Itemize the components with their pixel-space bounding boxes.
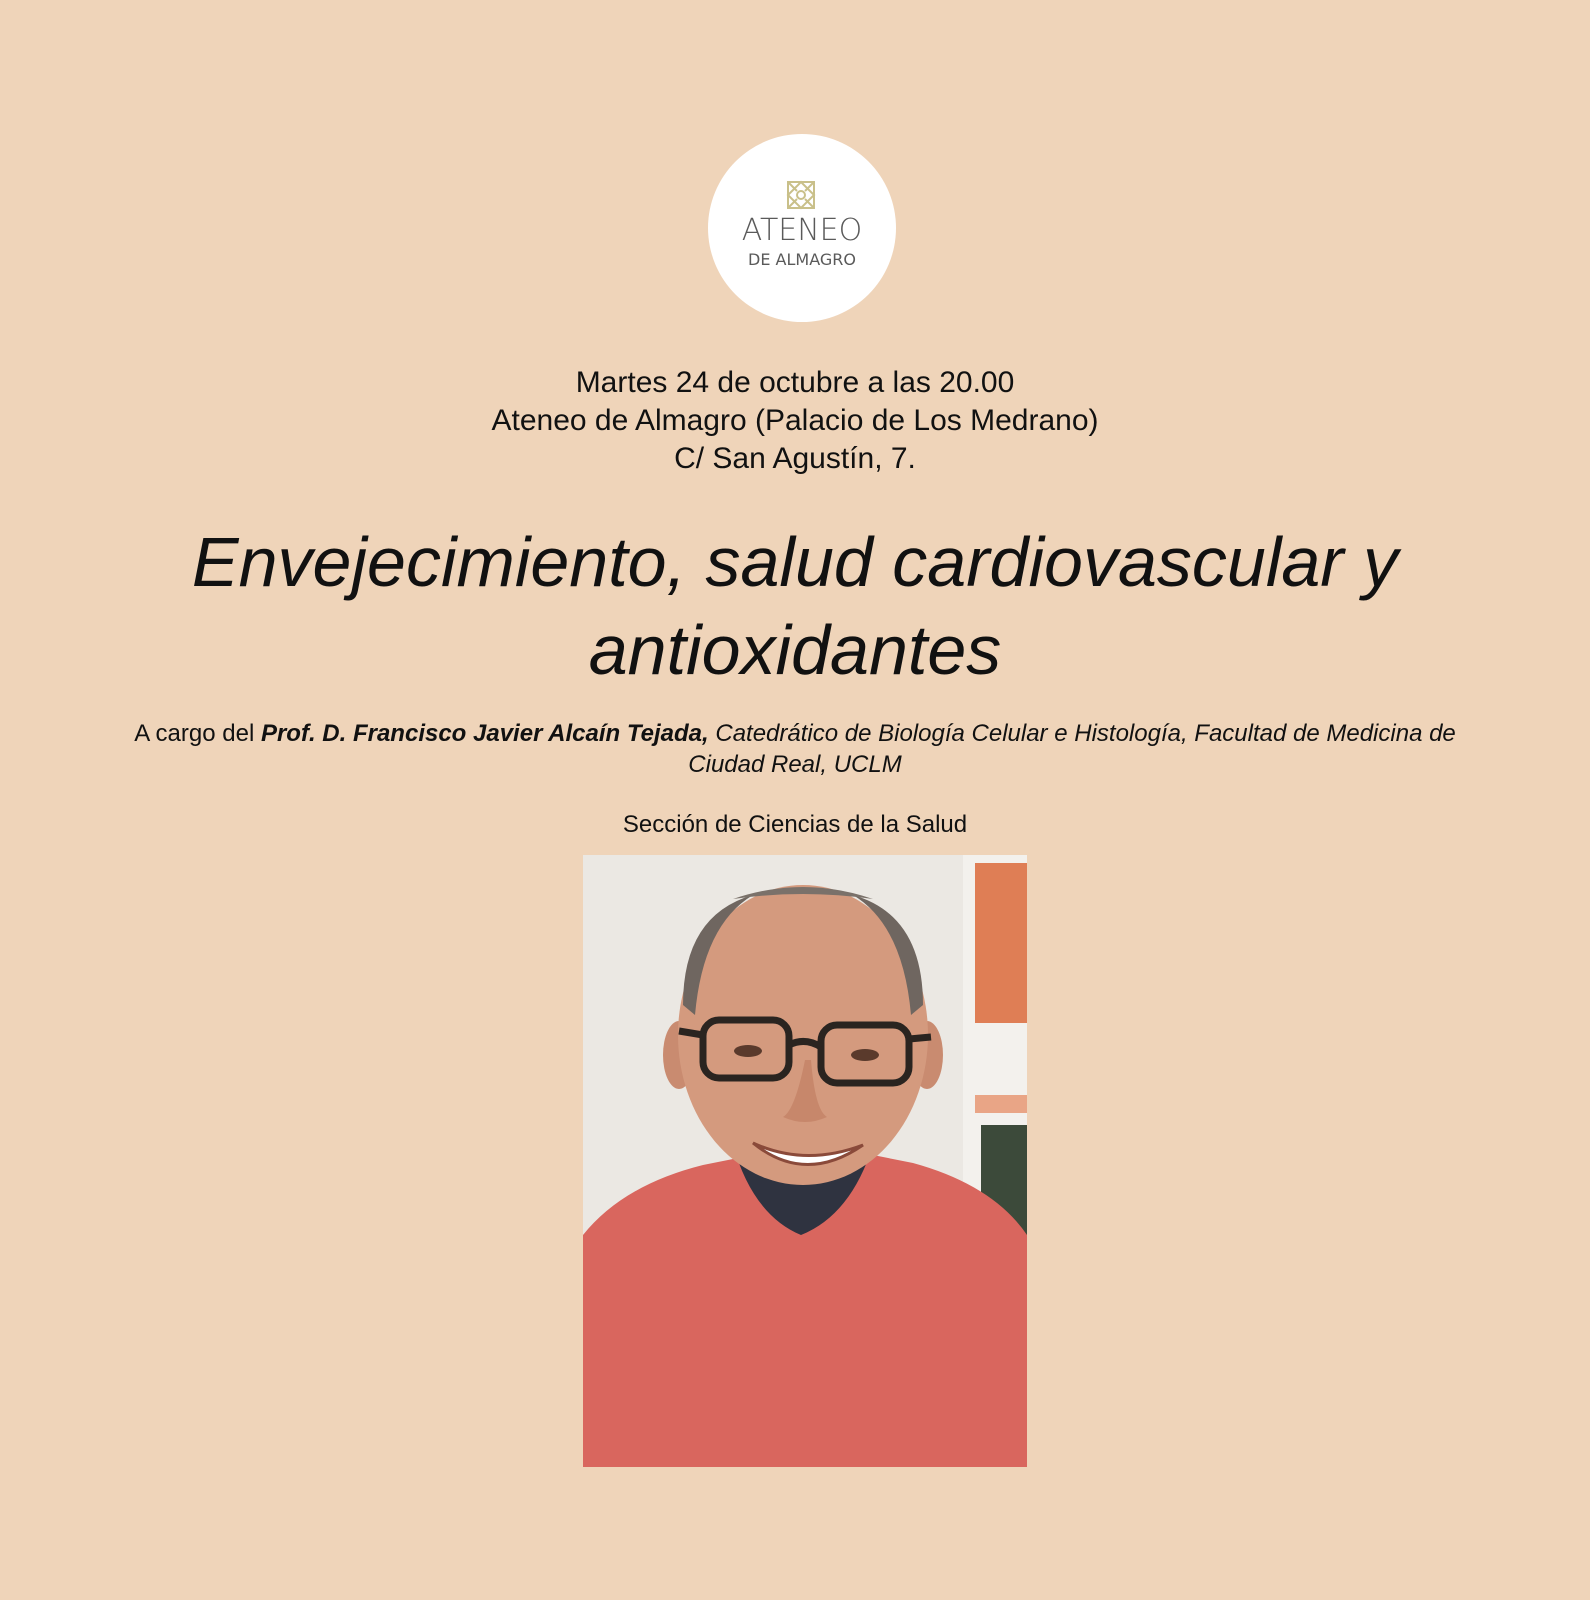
speaker-name: Prof. D. Francisco Javier Alcaín Tejada,: [260, 720, 709, 747]
logo-subtitle: DE ALMAGRO: [748, 250, 856, 269]
speaker-portrait-illustration: [583, 855, 1027, 1467]
event-venue: Ateneo de Almagro (Palacio de Los Medrano): [491, 404, 1099, 437]
talk-title: Envejecimiento, salud cardiovascular y antioxidantes: [191, 523, 1399, 689]
event-date-time: Martes 24 de octubre a las 20.00: [575, 366, 1015, 399]
speaker-info: [120, 718, 1470, 780]
ornament-icon: [784, 178, 818, 212]
event-details: [0, 364, 1590, 478]
ateneo-logo: [708, 134, 896, 322]
speaker-prefix: A cargo del: [134, 720, 261, 747]
speaker-role: Catedrático de Biología Celular e Histología, Facultad de Medicina de Ciudad Real, UCLM: [688, 720, 1456, 778]
speaker-photo: [583, 855, 1027, 1467]
event-address: C/ San Agustín, 7.: [674, 442, 916, 475]
section-name: Sección de Ciencias de la Salud: [622, 811, 968, 838]
logo-title: ATENEO: [741, 213, 863, 248]
